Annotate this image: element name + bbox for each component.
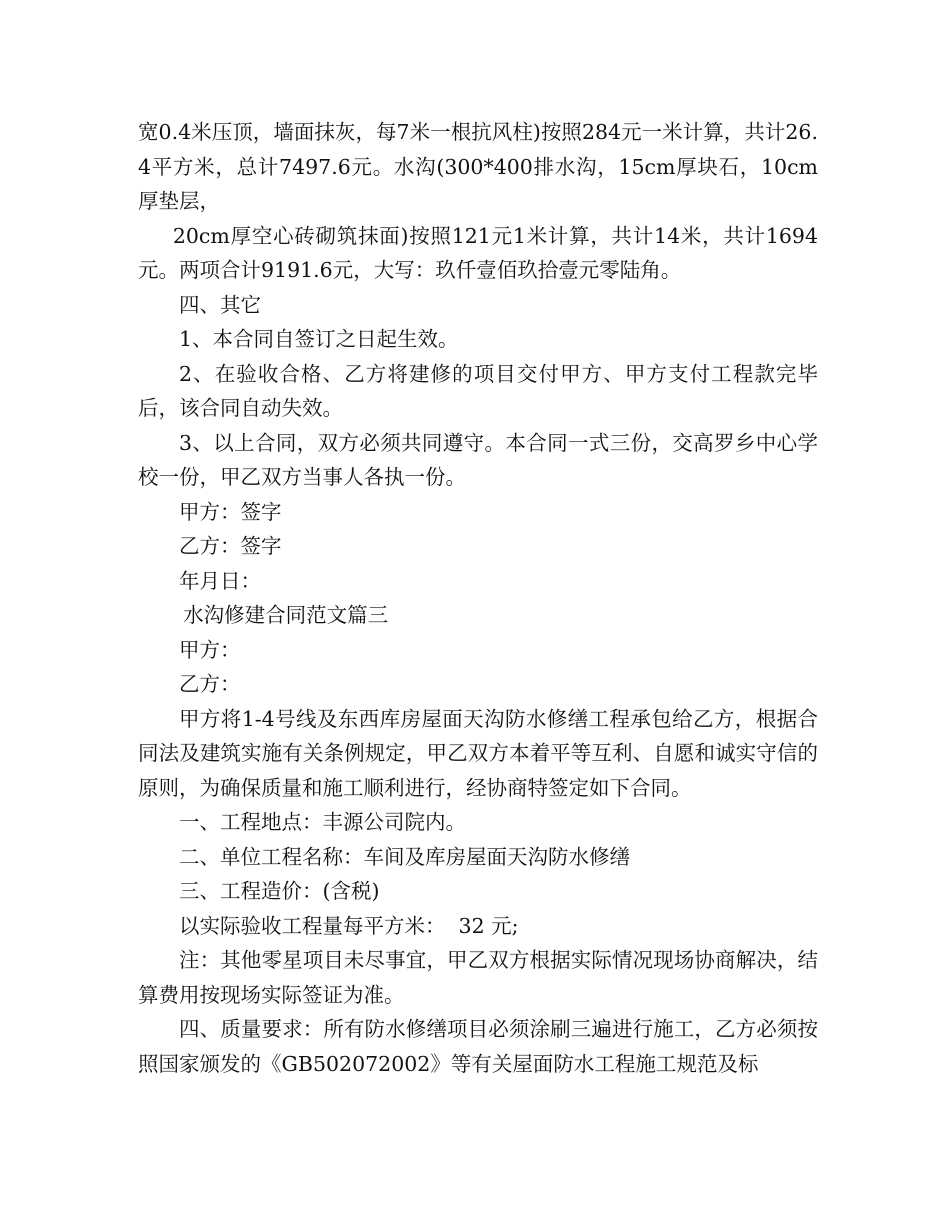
clause-expiry: 2、在验收合格、乙方将建修的项目交付甲方、甲方支付工程款完毕后，该合同自动失效。 [138,361,818,420]
clause-copies: 3、以上合同，双方必须共同遵守。本合同一式三份，交高罗乡中心学校一份，甲乙双方当事人各执一份。 [138,430,818,489]
clause-project-name: 二、单位工程名称：车间及库房屋面天沟防水修缮 [179,844,630,869]
clause-quality: 四、质量要求：所有防水修缮项目必须涂刷三遍进行施工，乙方必须按照国家颁发的《GB502072002》等有关屋面防水工程施工规范及标 [138,1017,818,1076]
clause-location: 一、工程地点：丰源公司院内。 [179,810,466,834]
party-a-label: 甲方： [179,637,241,662]
clause-note: 注：其他零星项目未尽事宜，甲乙双方根据实际情况现场协商解决，结算费用按现场实际签证为准。 [138,948,818,1007]
party-b-label: 乙方： [179,672,241,696]
signature-party-a: 甲方：签字 [179,499,282,524]
document-body [138,115,818,1081]
paragraph-materials-wall: 宽0.4米压顶，墙面抹灰，每7米一根抗风柱)按照284元一米计算，共计26.4平方米，总计7497.6元。水沟(300*400排水沟，15cm厚块石，10cm厚垫层， [138,120,818,213]
section-title-contract-3: 水沟修建合同范文篇三 [183,603,389,627]
paragraph-materials-drain: 20cm厚空心砖砌筑抹面)按照121元1米计算，共计14米，共计1694元。两项合计9191.6元，大写：玖仟壹佰玖拾壹元零陆角。 [138,223,818,282]
paragraph-preamble: 甲方将1-4号线及东西库房屋面天沟防水修缮工程承包给乙方，根据合同法及建筑实施有关条例规定，甲乙双方本着平等互利、自愿和诚实守信的原则，为确保质量和施工顺利进行，经协商特签定如下合同。 [138,706,818,800]
clause-effective: 1、本合同自签订之日起生效。 [179,327,459,351]
clause-cost: 三、工程造价：(含税) [179,879,380,903]
section-heading-other: 四、其它 [179,292,261,317]
clause-unit-price: 以实际验收工程量每平方米： 32 元; [179,913,519,938]
signature-date: 年月日： [179,568,261,593]
signature-party-b: 乙方：签字 [179,534,282,558]
